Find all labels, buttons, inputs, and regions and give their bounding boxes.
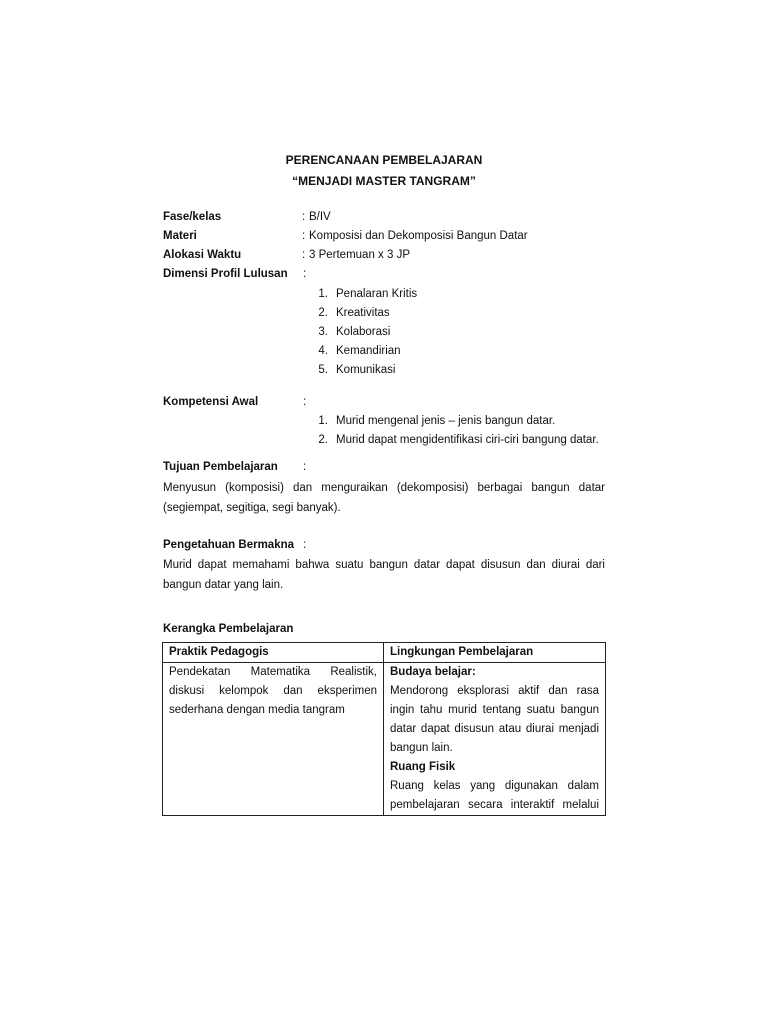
profil-item	[312, 345, 401, 357]
praktik-pedagogis-text: Pendekatan Matematika Realistik, diskusi kelompok dan eksperimen sederhana dengan media tangram	[169, 666, 377, 716]
budaya-belajar-text: Mendorong eksplorasi aktif dan rasa ingin tahu murid tentang suatu bangun datar dapat disusun atau diurai menjadi bangun lain.	[390, 685, 599, 754]
list-text: Komunikasi	[336, 364, 396, 376]
dimensi-profil-colon: :	[303, 268, 307, 280]
list-text: Murid dapat mengidentifikasi ciri-ciri bangung datar.	[336, 434, 599, 446]
list-number: 1.	[318, 415, 328, 427]
materi-value: Komposisi dan Dekomposisi Bangun Datar	[309, 230, 528, 242]
lingkungan-header: Lingkungan Pembelajaran	[384, 643, 606, 663]
kompetensi-awal-label: Kompetensi Awal	[163, 396, 259, 408]
pengetahuan-colon: :	[303, 539, 307, 551]
profil-item	[312, 288, 417, 300]
alokasi-waktu-value: 3 Pertemuan x 3 JP	[309, 249, 410, 261]
profil-item	[312, 307, 390, 319]
materi-colon: :	[302, 230, 306, 242]
alokasi-waktu-colon: :	[302, 249, 306, 261]
lingkungan-cell	[384, 663, 606, 816]
profil-item	[312, 326, 390, 338]
fase-kelas-value: B/IV	[309, 211, 331, 223]
list-text: Murid mengenal jenis – jenis bangun datar.	[336, 415, 556, 427]
praktik-pedagogis-header: Praktik Pedagogis	[163, 643, 384, 663]
list-number: 3.	[318, 326, 328, 338]
tujuan-label: Tujuan Pembelajaran	[163, 461, 278, 473]
list-number: 1.	[318, 288, 328, 300]
pengetahuan-text: Murid dapat memahami bahwa suatu bangun datar dapat disusun dan diurai dari bangun datar yang lain.	[163, 559, 605, 591]
fase-kelas-colon: :	[302, 211, 306, 223]
ruang-fisik-label: Ruang Fisik	[390, 761, 456, 773]
document-subtitle: “MENJADI MASTER TANGRAM”	[292, 174, 476, 188]
document-title: PERENCANAAN PEMBELAJARAN	[285, 153, 483, 167]
list-text: Kreativitas	[336, 307, 390, 319]
tujuan-colon: :	[303, 461, 307, 473]
kompetensi-item	[312, 415, 555, 427]
list-text: Penalaran Kritis	[336, 288, 418, 300]
praktik-pedagogis-cell	[163, 663, 384, 816]
fase-kelas-label: Fase/kelas	[163, 211, 222, 223]
profil-item	[312, 364, 395, 376]
kompetensi-awal-colon: :	[303, 396, 307, 408]
list-number: 5.	[318, 364, 328, 376]
list-number: 2.	[318, 307, 328, 319]
list-text: Kemandirian	[336, 345, 401, 357]
dimensi-profil-label: Dimensi Profil Lulusan	[163, 268, 288, 280]
table-header-row	[163, 643, 606, 663]
pengetahuan-label: Pengetahuan Bermakna	[163, 539, 295, 551]
list-text: Kolaborasi	[336, 326, 391, 338]
budaya-belajar-label: Budaya belajar:	[390, 666, 476, 678]
kerangka-label: Kerangka Pembelajaran	[163, 623, 294, 635]
kerangka-table	[162, 642, 606, 816]
table-row	[163, 663, 606, 816]
ruang-fisik-text: Ruang kelas yang digunakan dalam pembelajaran secara interaktif melalui	[390, 780, 599, 811]
kompetensi-item	[312, 434, 599, 446]
tujuan-text: Menyusun (komposisi) dan menguraikan (dekomposisi) berbagai bangun datar (segiempat, segitiga, segi banyak).	[163, 482, 605, 514]
materi-label: Materi	[163, 230, 197, 242]
list-number: 4.	[318, 345, 328, 357]
list-number: 2.	[318, 434, 328, 446]
alokasi-waktu-label: Alokasi Waktu	[163, 249, 242, 261]
